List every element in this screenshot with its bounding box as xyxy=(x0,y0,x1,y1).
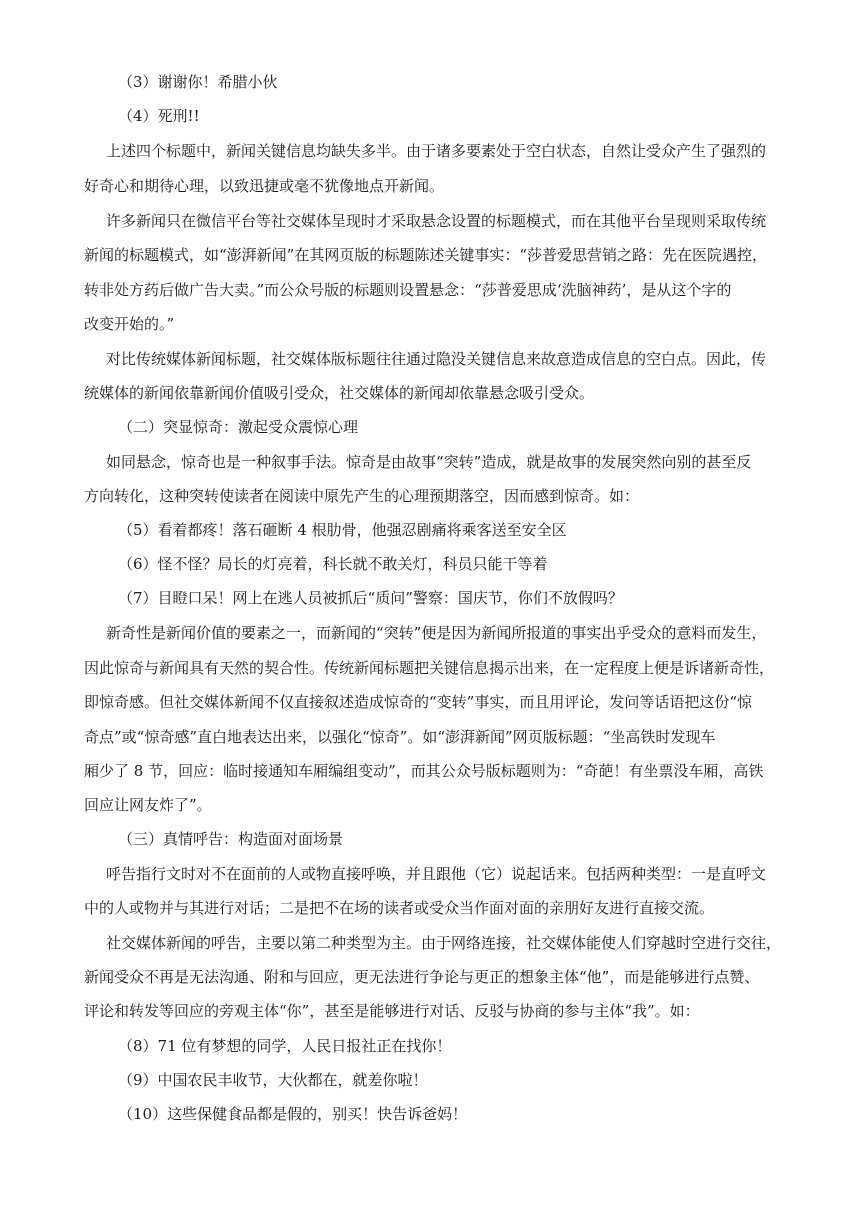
paragraph-line: 改变开始的。” xyxy=(84,315,175,333)
headline-example-5: （5）看着都疼！落石砸断 4 根肋骨，他强忍剧痛将乘客送至安全区 xyxy=(118,521,567,539)
paragraph-line: 因此惊奇与新闻具有天然的契合性。传统新闻标题把关键信息揭示出来，在一定程度上便是诉诸新奇性， xyxy=(84,659,775,677)
headline-example-9: （9）中国农民丰收节，大伙都在，就差你啦！ xyxy=(118,1071,428,1089)
paragraph-line: 中的人或物并与其进行对话；二是把不在场的读者或受众当作面对面的亲朋好友进行直接交流。 xyxy=(84,899,715,917)
paragraph-line: 即惊奇感。但社交媒体新闻不仅直接叙述造成惊奇的“变转”事实，而且用评论，发问等话语把这份“惊 xyxy=(84,693,753,711)
paragraph-line: 呼告指行文时对不在面前的人或物直接呼唤，并且跟他（它）说起话来。包括两种类型：一是直呼文 xyxy=(106,865,767,883)
headline-example-6: （6）怪不怪？局长的灯亮着，科长就不敢关灯，科员只能干等着 xyxy=(118,555,548,573)
paragraph-line: 如同悬念，惊奇也是一种叙事手法。惊奇是由故事“突转”造成，就是故事的发展突然向别的甚至反 xyxy=(106,453,752,471)
paragraph-line: 社交媒体新闻的呼告，主要以第二种类型为主。由于网络连接，社交媒体能使人们穿越时空进行交往， xyxy=(106,934,782,952)
paragraph-line: 新奇性是新闻价值的要素之一，而新闻的“突转”便是因为新闻所报道的事实出乎受众的意料而发生， xyxy=(106,624,767,642)
paragraph-line: 新闻的标题模式，如“澎湃新闻”在其网页版的标题陈述关键事实：“莎普爱思营销之路：先在医院遇控， xyxy=(84,246,768,264)
paragraph-line: 厢少了 8 节，回应：临时接通知车厢编组变动”，而其公众号版标题则为：“奇葩！有坐票没车厢，高铁 xyxy=(84,762,764,780)
headline-example-7: （7）目瞪口呆！网上在逃人员被抓后“质问”警察：国庆节，你们不放假吗？ xyxy=(118,589,623,607)
headline-example-4: （4）死刑!! xyxy=(118,107,200,125)
paragraph-line: 方向转化，这种突转使读者在阅读中原先产生的心理预期落空，因而感到惊奇。如： xyxy=(84,487,640,505)
section-heading: （二）突显惊奇：激起受众震惊心理 xyxy=(118,418,359,436)
paragraph-line: 统媒体的新闻依靠新闻价值吸引受众，社交媒体的新闻却依靠悬念吸引受众。 xyxy=(84,384,595,402)
paragraph-line: 上述四个标题中，新闻关键信息均缺失多半。由于诸多要素处于空白状态，自然让受众产生了强烈的 xyxy=(106,142,767,160)
paragraph-line: 新闻受众不再是无法沟通、附和与回应，更无法进行争论与更正的想象主体“他”，而是能够进行点赞、 xyxy=(84,968,760,986)
paragraph-line: 回应让网友炸了”。 xyxy=(84,796,212,814)
paragraph-line: 好奇心和期待心理，以致迅捷或毫不犹像地点开新闻。 xyxy=(84,177,445,195)
paragraph-line: 评论和转发等回应的旁观主体“你”，甚至是能够进行对话、反驳与协商的参与主体“我”。如： xyxy=(84,1002,700,1020)
paragraph-line: 许多新闻只在微信平台等社交媒体呈现时才采取悬念设置的标题模式，而在其他平台呈现则采取传统 xyxy=(106,212,767,230)
headline-example-3: （3）谢谢你！希腊小伙 xyxy=(118,73,278,91)
headline-example-10: （10）这些保健食品都是假的，别买！快告诉爸妈！ xyxy=(118,1105,468,1123)
paragraph-line: 奇点”或“惊奇感”直白地表达出来，以强化“惊奇”。如“澎湃新闻”网页版标题：“坐高铁时发现车 xyxy=(84,728,716,746)
paragraph-line: 转非处方药后做广告大卖。”而公众号版的标题则设置悬念：“莎普爱思成‘洗脑神药’，是从这个字的 xyxy=(84,281,732,299)
section-heading: （三）真情呼告：构造面对面场景 xyxy=(118,830,344,848)
paragraph-line: 对比传统媒体新闻标题，社交媒体版标题往往通过隐没关键信息来故意造成信息的空白点。因此，传 xyxy=(106,350,767,368)
headline-example-8: （8）71 位有梦想的同学，人民日报社正在找你！ xyxy=(118,1037,452,1055)
